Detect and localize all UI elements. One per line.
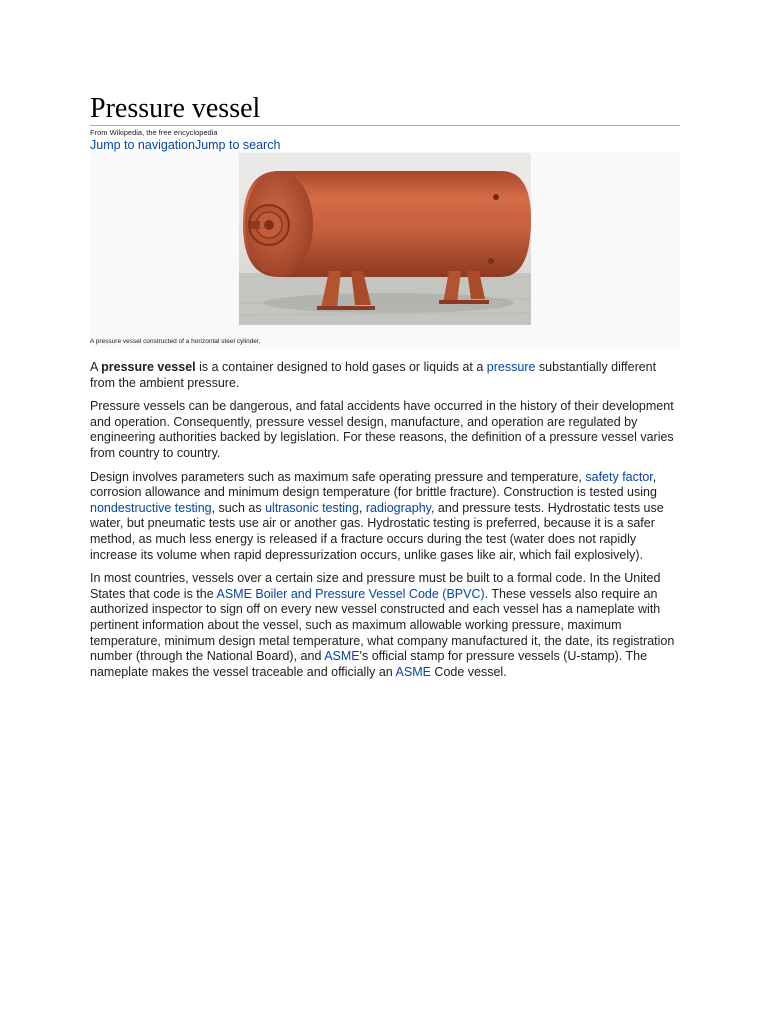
page-title: Pressure vessel	[90, 92, 680, 126]
term-pressure-vessel: pressure vessel	[101, 360, 196, 374]
figure-caption: A pressure vessel constructed of a horizontal steel cylinder.	[90, 338, 261, 345]
pressure-vessel-image[interactable]	[239, 153, 531, 325]
link-asme-bpvc[interactable]: ASME Boiler and Pressure Vessel Code (BPVC)	[216, 586, 485, 601]
link-safety-factor[interactable]: safety factor	[585, 469, 653, 484]
paragraph-dangers: Pressure vessels can be dangerous, and fatal accidents have occurred in the history of their development and operation. Consequently, pressure vessel design, manufacture, and operation are regulated by engineering authorities backed by legislation. For these reasons, the definition of a pressure vessel varies from country to country.	[90, 399, 674, 460]
link-asme[interactable]: ASME	[324, 649, 360, 664]
jump-to-search-link[interactable]: Jump to search	[194, 138, 281, 152]
pressure-vessel-illustration	[239, 153, 531, 325]
article-body	[90, 360, 680, 688]
jump-links	[90, 138, 280, 153]
paragraph-intro: A pressure vessel is a container designed to hold gases or liquids at a pressure substantially different from the ambient pressure.	[90, 360, 657, 390]
paragraph-codes: In most countries, vessels over a certain size and pressure must be built to a formal code. In the United States that code is the ASME Boiler and Pressure Vessel Code (BPVC). These vessels also require an authorized inspector to sign off on every new vessel constructed and each vessel has a nameplate with pertinent information about the vessel, such as maximum allowable working pressure, maximum temperature, minimum design metal temperature, what company manufactured it, the date, its registration number (through the National Board), and ASME's official stamp for pressure vessels (U-stamp). The nameplate makes the vessel traceable and officially an ASME Code vessel.	[90, 571, 675, 679]
site-tagline: From Wikipedia, the free encyclopedia	[90, 128, 218, 137]
link-radiography[interactable]: radiography	[365, 500, 431, 515]
link-asme-code[interactable]: ASME	[395, 664, 431, 679]
paragraph-design: Design involves parameters such as maximum safe operating pressure and temperature, safety factor, corrosion allowance and minimum design temperature (for brittle fracture). Construction is tested using nondestructive testing, such as ultrasonic testing, radiography, and pressure tests. Hydrostatic tests use water, but pneumatic tests use air or another gas. Hydrostatic testing is preferred, because it is a safer method, as much less energy is released if a fracture occurs during the test (water does not rapidly increase its volume when rapid depressurization occurs, unlike gases like air, which fail explosively).	[90, 469, 664, 562]
link-pressure[interactable]: pressure	[486, 360, 536, 374]
link-nondestructive-testing[interactable]: nondestructive testing	[90, 500, 212, 515]
figure	[90, 152, 680, 348]
jump-to-navigation-link[interactable]: Jump to navigation	[90, 138, 195, 152]
link-ultrasonic-testing[interactable]: ultrasonic testing	[265, 500, 359, 515]
